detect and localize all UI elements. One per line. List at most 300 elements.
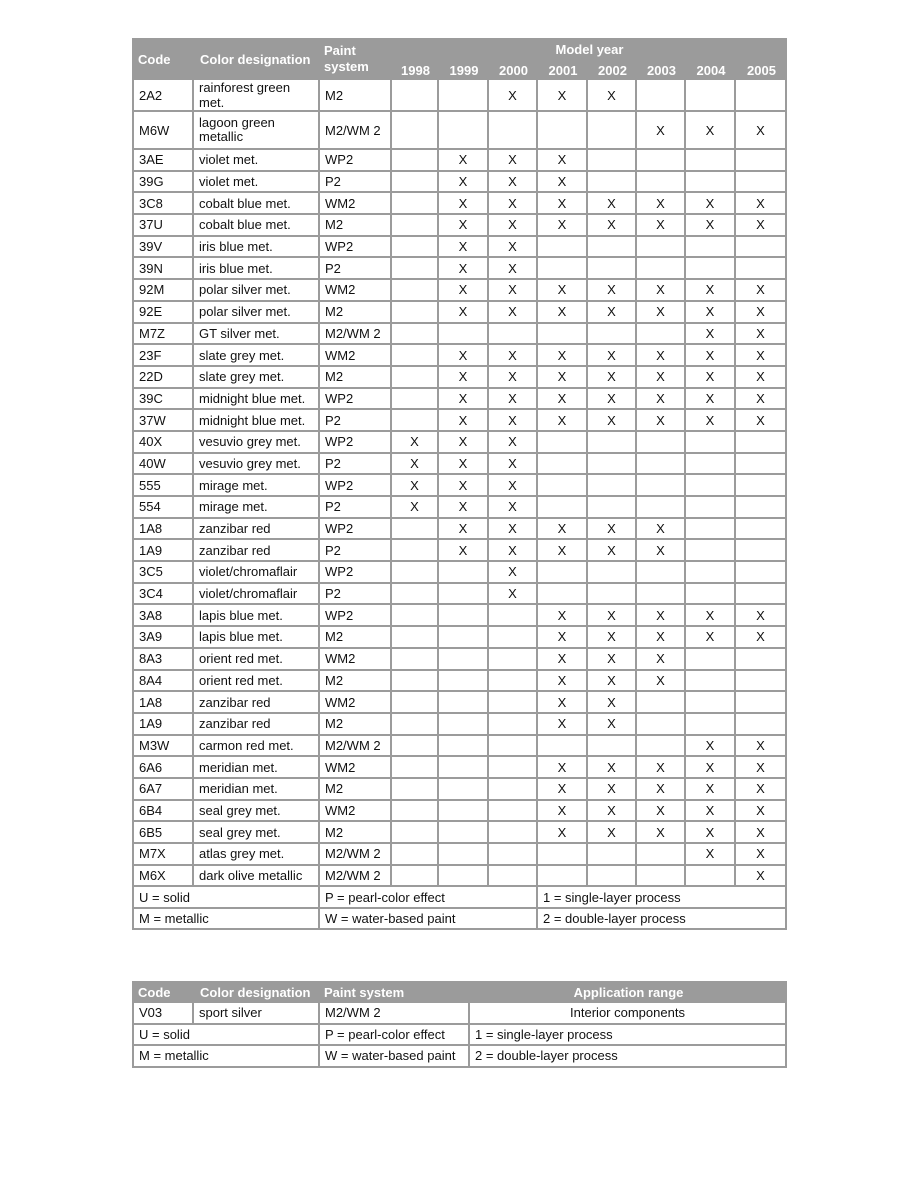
year-mark-cell xyxy=(392,280,439,302)
year-mark-cell xyxy=(686,150,736,172)
legend-cell: 1 = single-layer process xyxy=(538,887,787,909)
year-mark-cell xyxy=(538,258,588,280)
color-text: meridian met. xyxy=(199,759,278,775)
year-mark-cell xyxy=(637,844,686,866)
paint-cell: M2/WM 2 xyxy=(320,844,392,866)
paint-code-table xyxy=(132,38,787,930)
color-cell xyxy=(194,237,320,259)
year-mark-cell xyxy=(686,475,736,497)
code-cell: 1A8 xyxy=(132,519,194,541)
color-cell xyxy=(194,714,320,736)
legend-row xyxy=(132,1025,787,1047)
color-cell xyxy=(194,822,320,844)
year-mark-cell: X xyxy=(489,519,538,541)
year-mark-cell xyxy=(538,112,588,150)
year-mark-cell xyxy=(489,671,538,693)
year-mark-cell: X xyxy=(439,345,489,367)
year-mark-cell: X xyxy=(489,80,538,112)
color-text: mirage met. xyxy=(199,499,268,515)
year-mark-cell xyxy=(392,801,439,823)
year-mark-cell xyxy=(686,454,736,476)
year-mark-cell xyxy=(489,605,538,627)
code-cell: 8A3 xyxy=(132,649,194,671)
year-mark-cell xyxy=(489,324,538,346)
table-row xyxy=(132,844,787,866)
year-mark-cell xyxy=(439,692,489,714)
year-mark-cell: X xyxy=(538,605,588,627)
year-mark-cell: X xyxy=(538,671,588,693)
header-color-designation: Color designation xyxy=(200,984,311,1000)
year-mark-cell: X xyxy=(588,627,637,649)
code-cell: M7X xyxy=(132,844,194,866)
color-cell xyxy=(194,454,320,476)
color-text: iris blue met. xyxy=(199,260,273,276)
year-mark-cell: X xyxy=(489,432,538,454)
year-mark-cell: X xyxy=(538,627,588,649)
year-mark-cell: X xyxy=(538,215,588,237)
table-row xyxy=(132,389,787,411)
color-text: midnight blue met. xyxy=(199,390,306,406)
color-text: slate grey met. xyxy=(199,369,285,385)
code-cell: 92E xyxy=(132,302,194,324)
year-mark-cell: X xyxy=(588,519,637,541)
year-mark-cell xyxy=(439,80,489,112)
paint-cell: M2/WM 2 xyxy=(320,324,392,346)
header-year-2002: 2002 xyxy=(598,62,627,78)
color-text: slate grey met. xyxy=(199,347,285,363)
paint-cell: M2/WM 2 xyxy=(320,866,392,888)
table-row xyxy=(132,280,787,302)
year-mark-cell: X xyxy=(439,410,489,432)
year-mark-cell xyxy=(736,671,787,693)
year-mark-cell xyxy=(392,692,439,714)
year-mark-cell: X xyxy=(538,345,588,367)
paint-cell: P2 xyxy=(320,497,392,519)
legend-cell: P = pearl-color effect xyxy=(320,887,538,909)
year-mark-cell xyxy=(392,605,439,627)
year-mark-cell xyxy=(686,866,736,888)
year-mark-cell xyxy=(392,150,439,172)
color-text: zanzibar red xyxy=(199,716,271,732)
table-row xyxy=(132,714,787,736)
code-cell: 37U xyxy=(132,215,194,237)
year-mark-cell: X xyxy=(686,801,736,823)
year-mark-cell: X xyxy=(637,345,686,367)
year-mark-cell: X xyxy=(588,692,637,714)
color-text: cobalt blue met. xyxy=(199,217,291,233)
code-cell: M6W xyxy=(132,112,194,150)
year-mark-cell xyxy=(637,324,686,346)
table-body xyxy=(132,80,787,930)
year-mark-cell: X xyxy=(588,215,637,237)
year-mark-cell: X xyxy=(588,605,637,627)
year-mark-cell: X xyxy=(736,367,787,389)
year-mark-cell: X xyxy=(489,150,538,172)
year-mark-cell xyxy=(392,844,439,866)
year-mark-cell xyxy=(489,714,538,736)
color-cell xyxy=(194,432,320,454)
table-row xyxy=(132,475,787,497)
paint-cell: P2 xyxy=(320,454,392,476)
year-mark-cell xyxy=(736,80,787,112)
table-row xyxy=(132,866,787,888)
year-mark-cell: X xyxy=(439,475,489,497)
code-cell: 554 xyxy=(132,497,194,519)
year-mark-cell: X xyxy=(686,410,736,432)
paint-cell: P2 xyxy=(320,410,392,432)
paint-cell: M2 xyxy=(320,779,392,801)
code-cell: 22D xyxy=(132,367,194,389)
legend-row xyxy=(132,887,787,909)
color-cell xyxy=(194,779,320,801)
code-cell: 3C5 xyxy=(132,562,194,584)
color-text: rainforest green met. xyxy=(199,80,291,110)
year-mark-cell xyxy=(392,649,439,671)
color-text: cobalt blue met. xyxy=(199,195,291,211)
year-mark-cell: X xyxy=(489,540,538,562)
year-mark-cell: X xyxy=(538,280,588,302)
year-mark-cell: X xyxy=(588,345,637,367)
year-mark-cell xyxy=(637,736,686,758)
year-mark-cell: X xyxy=(736,215,787,237)
paint-cell: M2/WM 2 xyxy=(320,736,392,758)
paint-cell: WM2 xyxy=(320,692,392,714)
code-cell: 3C4 xyxy=(132,584,194,606)
year-mark-cell: X xyxy=(538,649,588,671)
year-mark-cell xyxy=(489,692,538,714)
header-code: Code xyxy=(138,51,171,67)
year-mark-cell xyxy=(588,497,637,519)
year-mark-cell: X xyxy=(489,237,538,259)
legend-cell: P = pearl-color effect xyxy=(320,1025,470,1047)
color-cell xyxy=(194,497,320,519)
color-cell xyxy=(194,389,320,411)
year-mark-cell: X xyxy=(736,302,787,324)
paint-cell: WP2 xyxy=(320,150,392,172)
table-row xyxy=(132,519,787,541)
color-cell xyxy=(194,692,320,714)
legend-cell: 2 = double-layer process xyxy=(538,909,787,931)
color-text: violet met. xyxy=(199,152,259,168)
paint-cell: WM2 xyxy=(320,801,392,823)
color-cell xyxy=(194,345,320,367)
table-row xyxy=(132,193,787,215)
table-row xyxy=(132,150,787,172)
year-mark-cell xyxy=(637,562,686,584)
year-mark-cell: X xyxy=(686,736,736,758)
color-cell xyxy=(194,671,320,693)
year-mark-cell: X xyxy=(588,280,637,302)
year-mark-cell xyxy=(538,475,588,497)
year-mark-cell: X xyxy=(439,258,489,280)
year-mark-cell xyxy=(439,605,489,627)
color-text: seal grey met. xyxy=(199,802,281,818)
year-mark-cell xyxy=(736,519,787,541)
year-mark-cell xyxy=(392,410,439,432)
table-row xyxy=(132,1003,787,1025)
year-mark-cell: X xyxy=(588,671,637,693)
year-mark-cell: X xyxy=(588,193,637,215)
color-cell xyxy=(194,302,320,324)
year-mark-cell: X xyxy=(439,432,489,454)
color-cell xyxy=(194,584,320,606)
year-mark-cell xyxy=(439,757,489,779)
year-mark-cell xyxy=(637,150,686,172)
year-mark-cell xyxy=(736,237,787,259)
year-mark-cell: X xyxy=(538,150,588,172)
color-cell xyxy=(194,540,320,562)
code-cell: 1A9 xyxy=(132,714,194,736)
year-mark-cell xyxy=(736,172,787,194)
color-cell xyxy=(194,844,320,866)
year-mark-cell xyxy=(736,454,787,476)
year-mark-cell: X xyxy=(439,454,489,476)
year-mark-cell xyxy=(588,475,637,497)
table-row xyxy=(132,671,787,693)
header-color-designation: Color designation xyxy=(200,51,311,67)
year-mark-cell xyxy=(736,649,787,671)
year-mark-cell: X xyxy=(439,150,489,172)
code-cell: 37W xyxy=(132,410,194,432)
legend-cell: U = solid xyxy=(132,1025,320,1047)
year-mark-cell xyxy=(736,692,787,714)
year-mark-cell: X xyxy=(439,215,489,237)
header-paint-system: Paint system xyxy=(324,984,405,1000)
color-cell xyxy=(194,627,320,649)
year-mark-cell xyxy=(736,562,787,584)
year-mark-cell xyxy=(439,779,489,801)
paint-cell: M2 xyxy=(320,80,392,112)
year-mark-cell: X xyxy=(439,237,489,259)
year-mark-cell xyxy=(392,519,439,541)
year-mark-cell xyxy=(439,736,489,758)
year-mark-cell: X xyxy=(637,215,686,237)
year-mark-cell xyxy=(538,497,588,519)
year-mark-cell: X xyxy=(588,714,637,736)
paint-cell: M2 xyxy=(320,714,392,736)
paint-cell: WM2 xyxy=(320,757,392,779)
color-cell xyxy=(194,215,320,237)
year-mark-cell xyxy=(686,497,736,519)
code-cell: 555 xyxy=(132,475,194,497)
code-cell: 23F xyxy=(132,345,194,367)
year-mark-cell: X xyxy=(439,497,489,519)
header-year-1998: 1998 xyxy=(401,62,430,78)
year-mark-cell: X xyxy=(736,779,787,801)
table-row xyxy=(132,432,787,454)
year-mark-cell xyxy=(489,866,538,888)
paint-cell: P2 xyxy=(320,540,392,562)
year-mark-cell: X xyxy=(686,367,736,389)
year-mark-cell: X xyxy=(736,822,787,844)
table-row xyxy=(132,562,787,584)
year-mark-cell xyxy=(588,584,637,606)
color-text: polar silver met. xyxy=(199,304,291,320)
year-mark-cell xyxy=(392,779,439,801)
code-cell: 40W xyxy=(132,454,194,476)
year-mark-cell: X xyxy=(439,540,489,562)
color-cell xyxy=(194,519,320,541)
year-mark-cell xyxy=(538,454,588,476)
year-mark-cell: X xyxy=(392,454,439,476)
year-mark-cell: X xyxy=(736,866,787,888)
year-mark-cell xyxy=(588,324,637,346)
year-mark-cell xyxy=(489,757,538,779)
year-mark-cell: X xyxy=(392,475,439,497)
year-mark-cell xyxy=(686,172,736,194)
year-mark-cell: X xyxy=(392,432,439,454)
year-mark-cell xyxy=(588,736,637,758)
year-mark-cell xyxy=(588,172,637,194)
code-cell: 39C xyxy=(132,389,194,411)
year-mark-cell: X xyxy=(439,193,489,215)
year-mark-cell: X xyxy=(538,410,588,432)
paint-cell: M2 xyxy=(320,215,392,237)
table-row xyxy=(132,627,787,649)
color-text: violet/chromaflair xyxy=(199,586,298,602)
color-text: mirage met. xyxy=(199,477,268,493)
table-row xyxy=(132,80,787,112)
color-text: dark olive metallic xyxy=(199,868,303,884)
color-text: violet met. xyxy=(199,174,259,190)
code-cell: 3A9 xyxy=(132,627,194,649)
year-mark-cell: X xyxy=(686,627,736,649)
year-mark-cell: X xyxy=(637,801,686,823)
year-mark-cell: X xyxy=(538,389,588,411)
header-year-2003: 2003 xyxy=(647,62,676,78)
year-mark-cell: X xyxy=(637,410,686,432)
legend-cell: 2 = double-layer process xyxy=(470,1046,787,1068)
year-mark-cell: X xyxy=(489,562,538,584)
table-row xyxy=(132,454,787,476)
paint-cell: P2 xyxy=(320,172,392,194)
header-year-2005: 2005 xyxy=(747,62,776,78)
year-mark-cell: X xyxy=(637,280,686,302)
year-mark-cell: X xyxy=(736,757,787,779)
year-mark-cell: X xyxy=(538,193,588,215)
year-mark-cell: X xyxy=(538,822,588,844)
color-cell xyxy=(194,150,320,172)
color-cell: sport silver xyxy=(194,1003,320,1025)
paint-cell: M2/WM 2 xyxy=(320,1003,470,1025)
table-row xyxy=(132,497,787,519)
year-mark-cell xyxy=(538,432,588,454)
color-text: zanzibar red xyxy=(199,542,271,558)
year-mark-cell: X xyxy=(489,367,538,389)
table-row xyxy=(132,215,787,237)
color-text: midnight blue met. xyxy=(199,412,306,428)
header-year-2004: 2004 xyxy=(696,62,726,78)
year-mark-cell: X xyxy=(439,389,489,411)
paint-cell: WP2 xyxy=(320,605,392,627)
year-mark-cell xyxy=(439,844,489,866)
year-mark-cell: X xyxy=(736,345,787,367)
legend-cell: U = solid xyxy=(132,887,320,909)
year-mark-cell: X xyxy=(637,302,686,324)
code-cell: 40X xyxy=(132,432,194,454)
year-mark-cell: X xyxy=(588,649,637,671)
year-mark-cell xyxy=(736,714,787,736)
year-mark-cell xyxy=(686,649,736,671)
color-cell xyxy=(194,410,320,432)
paint-cell: M2 xyxy=(320,627,392,649)
table-row xyxy=(132,367,787,389)
year-mark-cell: X xyxy=(637,822,686,844)
year-mark-cell: X xyxy=(637,540,686,562)
table-row xyxy=(132,605,787,627)
year-mark-cell xyxy=(637,237,686,259)
year-mark-cell xyxy=(489,649,538,671)
table-row xyxy=(132,237,787,259)
color-text: orient red met. xyxy=(199,651,283,667)
year-mark-cell: X xyxy=(736,389,787,411)
year-mark-cell xyxy=(538,736,588,758)
year-mark-cell xyxy=(686,80,736,112)
year-mark-cell xyxy=(392,757,439,779)
year-mark-cell: X xyxy=(588,389,637,411)
table-row xyxy=(132,258,787,280)
year-mark-cell: X xyxy=(686,757,736,779)
color-text: vesuvio grey met. xyxy=(199,455,301,471)
table-row xyxy=(132,801,787,823)
year-mark-cell xyxy=(588,844,637,866)
year-mark-cell xyxy=(538,562,588,584)
year-mark-cell: X xyxy=(588,540,637,562)
year-mark-cell: X xyxy=(439,280,489,302)
code-cell: 39N xyxy=(132,258,194,280)
code-cell: 2A2 xyxy=(132,80,194,112)
year-mark-cell: X xyxy=(588,801,637,823)
table-row xyxy=(132,112,787,150)
year-mark-cell: X xyxy=(736,280,787,302)
year-mark-cell xyxy=(392,562,439,584)
color-cell xyxy=(194,649,320,671)
year-mark-cell xyxy=(637,497,686,519)
code-cell: 3A8 xyxy=(132,605,194,627)
code-cell: 92M xyxy=(132,280,194,302)
year-mark-cell xyxy=(686,692,736,714)
table-row xyxy=(132,822,787,844)
year-mark-cell: X xyxy=(489,215,538,237)
year-mark-cell: X xyxy=(489,280,538,302)
table-row xyxy=(132,302,787,324)
year-mark-cell: X xyxy=(489,193,538,215)
year-mark-cell xyxy=(637,454,686,476)
year-mark-cell: X xyxy=(538,519,588,541)
color-cell xyxy=(194,736,320,758)
color-text: lapis blue met. xyxy=(199,629,283,645)
year-mark-cell xyxy=(439,627,489,649)
year-mark-cell: X xyxy=(538,779,588,801)
year-mark-cell: X xyxy=(489,497,538,519)
year-mark-cell: X xyxy=(736,605,787,627)
table-row xyxy=(132,410,787,432)
year-mark-cell xyxy=(392,714,439,736)
code-cell: 6A7 xyxy=(132,779,194,801)
year-mark-cell xyxy=(588,237,637,259)
year-mark-cell: X xyxy=(637,605,686,627)
paint-cell: M2 xyxy=(320,367,392,389)
paint-cell: M2/WM 2 xyxy=(320,112,392,150)
year-mark-cell xyxy=(538,844,588,866)
year-mark-cell xyxy=(489,801,538,823)
year-mark-cell xyxy=(588,258,637,280)
paint-cell: WM2 xyxy=(320,193,392,215)
legend-cell: M = metallic xyxy=(132,1046,320,1068)
color-cell xyxy=(194,172,320,194)
year-mark-cell xyxy=(538,237,588,259)
year-mark-cell: X xyxy=(538,540,588,562)
